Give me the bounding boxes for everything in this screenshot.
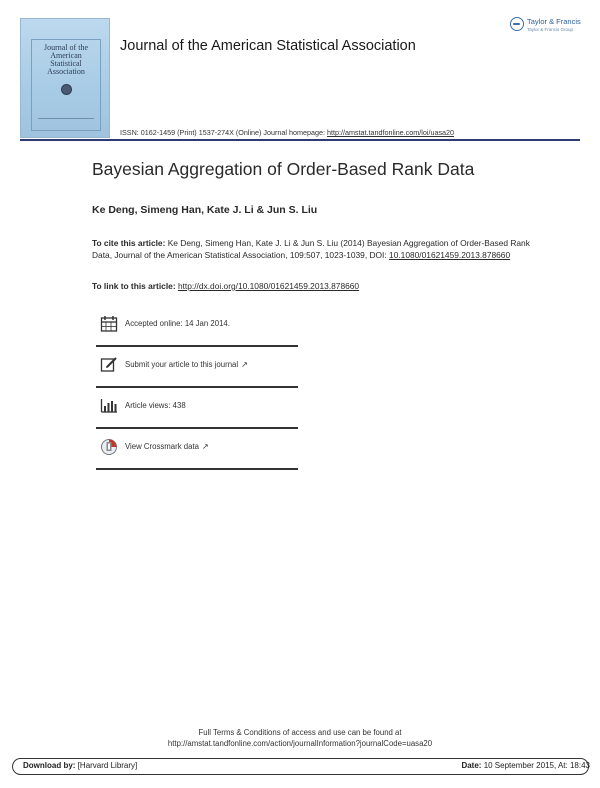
journal-title: Journal of the American Statistical Association [120,38,416,54]
terms-footer [0,727,600,749]
publisher-logo [510,16,584,38]
article-link-line [92,281,359,291]
accepted-date: Accepted online: 14 Jan 2014. [125,319,230,328]
downloaded-by-value: [Harvard Library] [77,761,138,770]
crossmark-label: View Crossmark data [125,442,199,451]
downloaded-by-label: Download by: [23,761,76,770]
publisher-logo-icon [510,17,524,31]
download-date-value: 10 September 2015, At: 18:43 [483,761,590,770]
terms-url-link[interactable]: http://amstat.tandfonline.com/action/journalInformation?journalCode=uasa20 [167,739,433,748]
publisher-name: Taylor & Francis [527,17,581,26]
article-title: Bayesian Aggregation of Order-Based Rank Data [92,159,475,179]
header-divider [20,139,580,141]
external-link-icon: ↗ [201,442,209,451]
bar-chart-icon [100,397,118,415]
row-divider [96,345,298,347]
cover-frame [31,39,101,131]
journal-cover-image [20,18,110,138]
link-label: To link to this article: [92,281,176,291]
doi-link[interactable]: 10.1080/01621459.2013.878660 [389,250,511,261]
issn-text: ISSN: 0162-1459 (Print) 1537-274X (Online) Journal homepage: [120,128,325,137]
edit-icon [100,356,118,374]
article-url-link[interactable]: http://dx.doi.org/10.1080/01621459.2013.878660 [177,281,360,291]
submit-article-label: Submit your article to this journal [125,360,239,369]
row-divider [96,468,298,470]
row-divider [96,427,298,429]
article-authors: Ke Deng, Simeng Han, Kate J. Li & Jun S. Liu [92,204,318,216]
download-date-label: Date: [461,761,482,770]
terms-text: Full Terms & Conditions of access and use can be found at [198,728,402,737]
cite-text: Ke Deng, Simeng Han, Kate J. Li & Jun S. Liu (2014) Bayesian Aggregation of Order-Based Rank Data, Journal of the American Statistical Association, 109:507, 1023-1039, DOI: [92,238,530,261]
download-info-bar [12,758,589,775]
article-views: Article views: 438 [125,401,186,410]
submit-article-link[interactable] [125,360,248,369]
external-link-icon: ↗ [241,360,248,369]
row-divider [96,386,298,388]
calendar-icon [100,315,118,333]
issn-line [120,128,454,137]
crossmark-link[interactable] [125,442,209,451]
crossmark-icon [100,438,118,456]
cover-seal-icon [61,84,72,95]
cover-rule [38,118,94,119]
submit-article-row[interactable] [96,352,298,388]
accepted-row [96,311,298,347]
views-row [96,393,298,429]
cover-title: Journal of the American Statistical Association [44,43,88,76]
publisher-tagline: Taylor & Francis Group [527,27,574,32]
citation-block [92,237,532,261]
cite-label: To cite this article: [92,238,166,248]
download-date [461,761,590,770]
journal-homepage-link[interactable]: http://amstat.tandfonline.com/loi/uasa20 [326,128,455,137]
crossmark-row[interactable] [96,434,298,470]
downloaded-by [23,761,137,770]
